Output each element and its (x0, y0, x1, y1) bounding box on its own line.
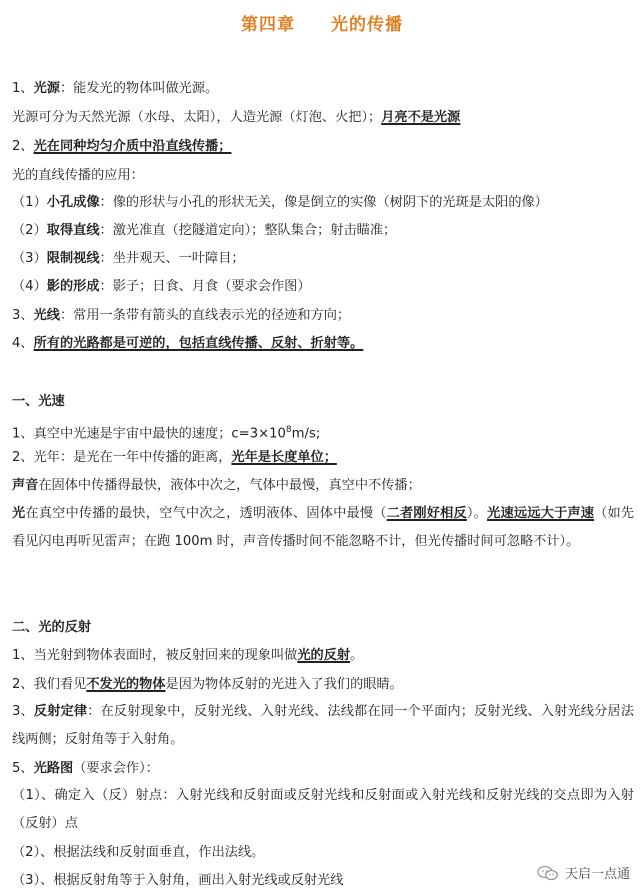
s1-line-3 (12, 138, 634, 156)
chapter-title (0, 10, 644, 35)
term: 小孔成像 (46, 195, 100, 210)
item-number: （3） (12, 251, 47, 266)
body-text: （要求会作）： (73, 761, 159, 776)
definition-text: ：常用一条带有箭头的直线表示光的径迹和方向； (59, 308, 351, 323)
emphasis-text: 所有的光路都是可逆的，包括直线传播、反射、折射等。 (33, 336, 364, 351)
s1-line-9 (12, 307, 634, 325)
emphasis-text: 光速远远大于声速 (487, 506, 595, 521)
term: 限制视线 (46, 251, 100, 266)
body-text: 在固体中传播得最快，液体中次之，气体中最慢，真空中不传播； (38, 478, 421, 493)
body-text: 1、真空中光速是宇宙中最快的速度；c=3×10 (12, 426, 286, 442)
body-text: 光源可分为天然光源（水母、太阳），人造光源（灯泡、火把）； (12, 110, 382, 125)
s3-paragraph-law (12, 698, 634, 754)
body-text: 2、我们看见 (12, 677, 87, 692)
item-number: （4） (12, 279, 47, 294)
item-number: （1） (12, 195, 47, 210)
term-light-source: 光源 (33, 81, 60, 96)
definition-text: ：能发光的物体叫做光源。 (59, 81, 219, 96)
term-sound: 声音 (12, 478, 39, 493)
body-text: 2、光年：是光在一年中传播的距离， (12, 450, 232, 465)
term: 影的形成 (46, 279, 100, 294)
section-heading-reflection: 二、光的反射 (12, 620, 92, 635)
item-number: 4、 (12, 336, 34, 351)
body-text: 是因为物体反射的光进入了我们的眼睛。 (165, 677, 403, 692)
item-number: 1、 (12, 81, 34, 96)
emphasis-text: 月亮不是光源 (381, 110, 461, 125)
chapter-number: 第四章 (241, 15, 295, 35)
desc: ：影子；日食、月食（要求会作图） (99, 279, 311, 294)
app-item-3 (12, 250, 634, 268)
watermark-text: 天启一点通 (564, 867, 630, 882)
s3-step-3: （3）、根据反射角等于入射角，画出入射光线或反射光线 (12, 873, 344, 888)
app-item-4 (12, 278, 634, 296)
body-text: （如先看见闪电再听见雷声；在跑 100m 时，声音传播时间不能忽略不计，但光传播时间可忽略不计）。 (12, 506, 635, 549)
item-number: 5、 (12, 761, 34, 776)
s3-step-2: （2）、根据法线和反射面垂直，作出法线。 (12, 845, 265, 860)
term-light-ray: 光线 (33, 308, 60, 323)
s1-line-4 (12, 167, 634, 185)
item-number: （2） (12, 223, 47, 238)
item-number: 3、 (12, 308, 34, 323)
emphasis-text: 二者刚好相反 (386, 506, 467, 521)
app-item-2 (12, 222, 634, 240)
emphasis-text: 光在同种均匀介质中沿直线传播； (33, 139, 232, 154)
emphasis-text: 光的反射 (297, 648, 351, 663)
s3-line-1 (12, 647, 634, 665)
s1-line-1 (12, 80, 634, 98)
s3-line-2 (12, 676, 634, 694)
unit-text: m/s; (291, 426, 321, 442)
emphasis-text: 光年是长度单位； (231, 450, 337, 465)
desc: ：坐井观天、一叶障目； (99, 251, 245, 266)
term-light: 光 (12, 506, 26, 521)
emphasis-text: 不发光的物体 (86, 677, 166, 692)
s2-line-1 (12, 421, 634, 443)
item-number: 3、 (12, 704, 34, 719)
exponent: 8 (285, 425, 292, 435)
item-number: 2、 (12, 139, 34, 154)
watermark (537, 863, 630, 882)
s1-line-10 (12, 335, 634, 353)
body-text: 。 (350, 648, 364, 663)
s1-line-2 (12, 109, 634, 127)
s2-line-2 (12, 449, 634, 467)
term-ray-diagram: 光路图 (33, 761, 74, 776)
desc: ：激光准直（挖隧道定向）；整队集合；射击瞄准； (99, 223, 397, 238)
body-text: 1、当光射到物体表面时，被反射回来的现象叫做 (12, 648, 298, 663)
body-text: 在真空中传播的最快，空气中次之，透明液体、固体中最慢（ (25, 506, 387, 521)
chapter-topic: 光的传播 (331, 15, 403, 35)
s3-step-1: （1）、确定入（反）射点：入射光线和反射面或反射光线和反射面或入射光线和反射光线的交点即为入射（反射）点 (12, 788, 634, 831)
s2-line-3 (12, 477, 634, 495)
s2-paragraph-light (12, 500, 634, 556)
desc: ：像的形状与小孔的形状无关，像是倒立的实像（树阴下的光斑是太阳的像） (99, 195, 548, 210)
s3-line-4 (12, 760, 634, 778)
body-text: 光的直线传播的应用： (12, 168, 144, 183)
app-item-1 (12, 194, 634, 212)
term: 取得直线 (46, 223, 100, 238)
wechat-icon (537, 865, 559, 881)
body-text: ）。 (466, 506, 488, 521)
section-heading-light-speed: 一、光速 (12, 394, 65, 409)
body-text: ：在反射现象中，反射光线、入射光线、法线都在同一个平面内；反射光线、入射光线分居法线两侧；反射角等于入射角。 (12, 704, 635, 747)
term-law-of-reflection: 反射定律 (33, 704, 88, 719)
